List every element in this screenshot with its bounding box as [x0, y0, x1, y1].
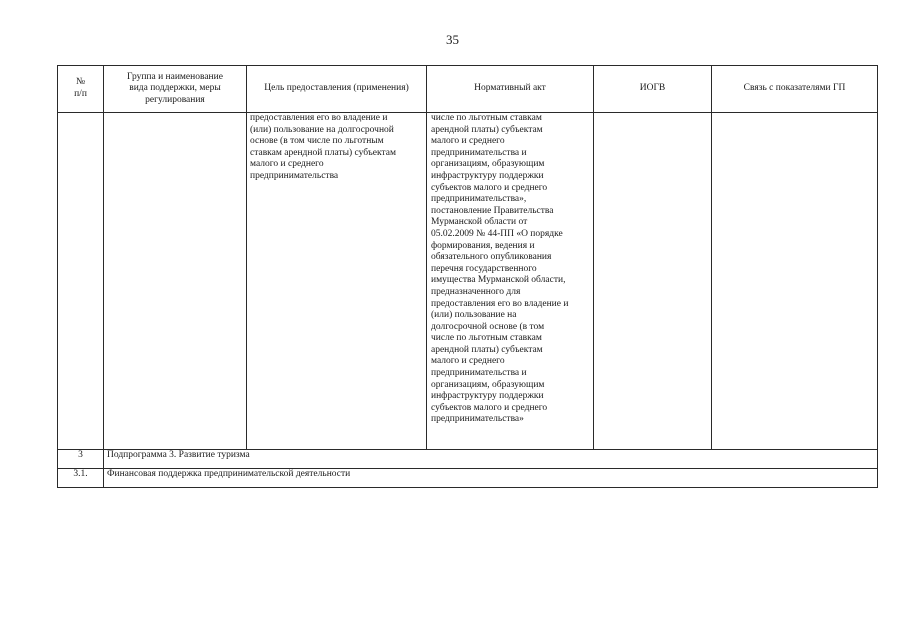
- section-number: 3.1.: [58, 469, 104, 488]
- cell-normative-act: числе по льготным ставкам арендной платы) субъектам малого и среднего предпринимательства и организациям, образующим инфраструктуру поддержки субъектов малого и среднего предпринимательства», постановление Правительства Мурманской области от 05.02.2009 № 44-ПП «О порядке формирования, ведения и обязательного опубликования перечня государственного имущества Мурманской области, предназначенного для предоставления его во владение и (или) пользование на долгосрочной основе (в том числе по льготным ставкам арендной платы) субъектам малого и среднего предпринимательства и организациям, образующим инфраструктуру поддержки субъектов малого и среднего предпринимательства»: [427, 113, 594, 450]
- support-measures-table: [57, 65, 878, 488]
- table-header-row: [58, 66, 878, 113]
- header-gp-indicators: Связь с показателями ГП: [712, 66, 878, 113]
- header-support-group: Группа и наименование вида поддержки, меры регулирования: [104, 66, 247, 113]
- header-iogv: ИОГВ: [594, 66, 712, 113]
- section-row-3-1: [58, 469, 878, 488]
- header-number: № п/п: [58, 66, 104, 113]
- section-title: Финансовая поддержка предпринимательской деятельности: [104, 469, 878, 488]
- cell-iogv: [594, 113, 712, 450]
- table-row: [58, 113, 878, 450]
- section-number: 3: [58, 450, 104, 469]
- cell-gp-indicators: [712, 113, 878, 450]
- section-row-subprogram-3: [58, 450, 878, 469]
- section-title: Подпрограмма 3. Развитие туризма: [104, 450, 878, 469]
- cell-purpose: предоставления его во владение и (или) пользование на долгосрочной основе (в том числе по льготным ставкам арендной платы) субъектам малого и среднего предпринимательства: [247, 113, 427, 450]
- cell-number: [58, 113, 104, 450]
- cell-support-group: [104, 113, 247, 450]
- header-normative-act: Нормативный акт: [427, 66, 594, 113]
- page-number: 35: [446, 32, 459, 47]
- header-purpose: Цель предоставления (применения): [247, 66, 427, 113]
